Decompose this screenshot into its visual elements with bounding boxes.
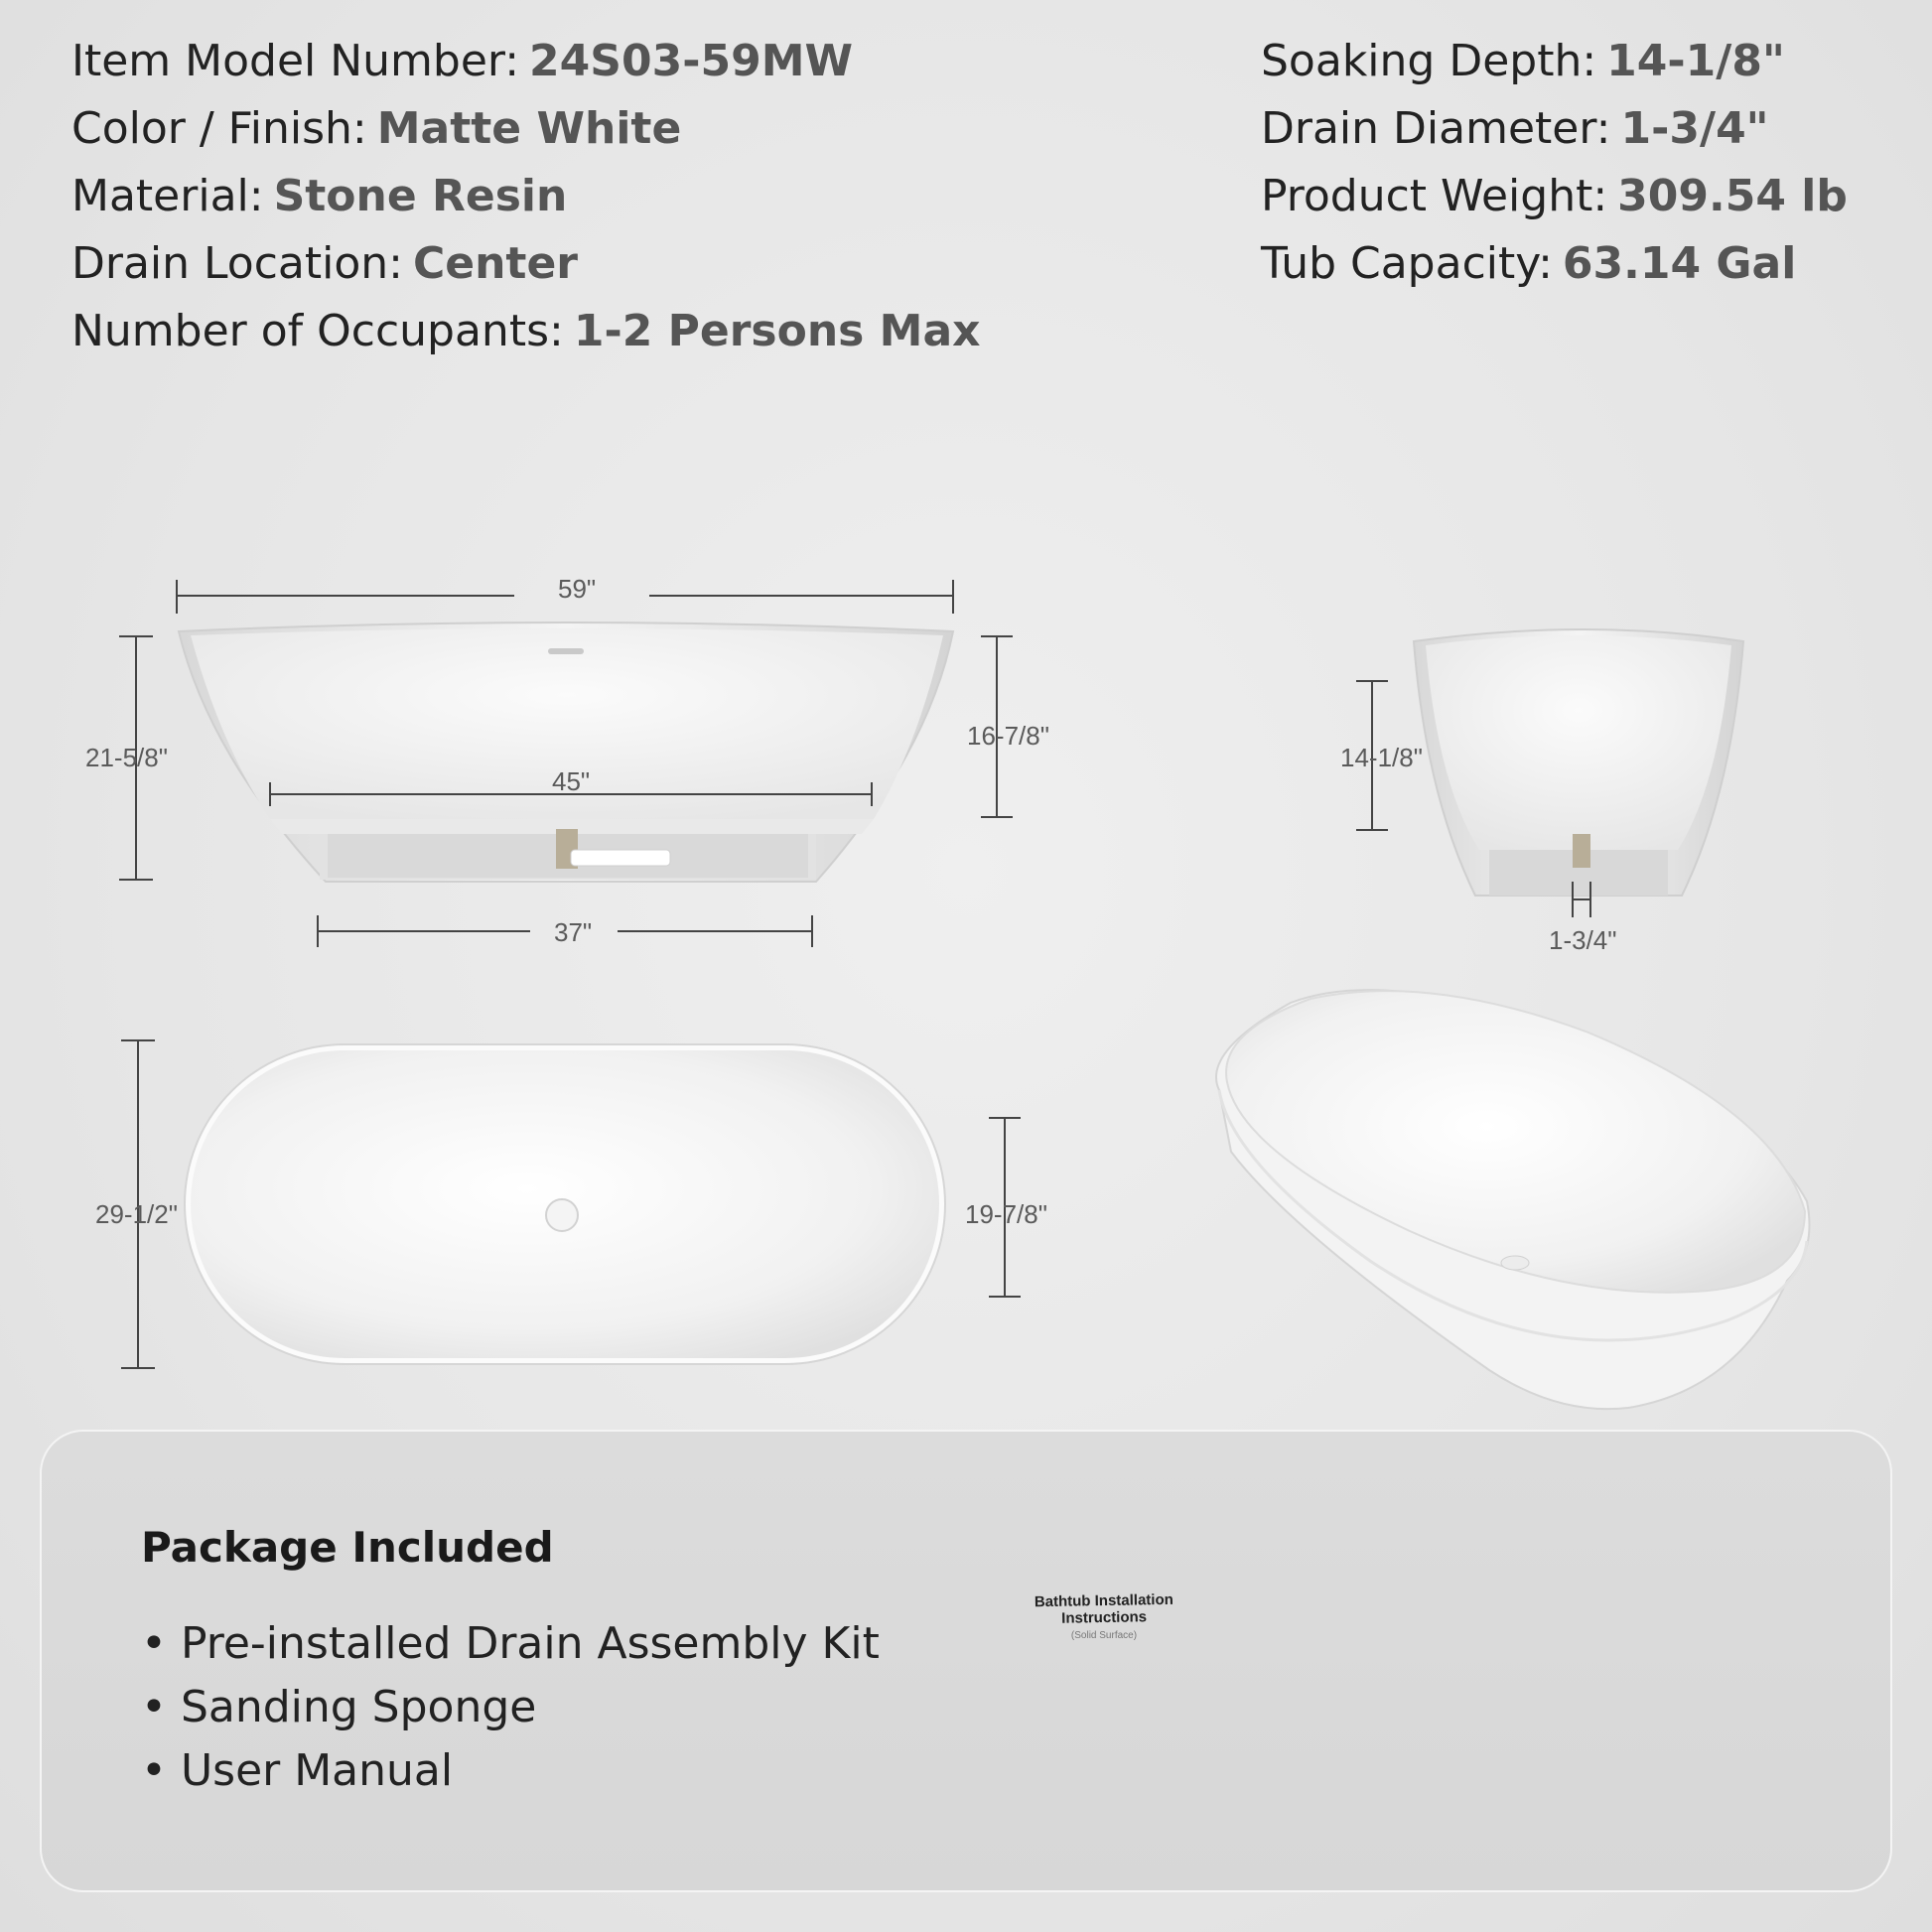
package-title: Package Included [141,1523,554,1572]
spec-label: Drain Location: [71,238,403,289]
overflow-icon [548,648,584,654]
side-view-tub [1414,629,1743,896]
drain-icon [1501,1256,1529,1270]
manual-subtitle: (Solid Surface) [1070,1630,1138,1641]
spec-label: Item Model Number: [71,36,520,86]
manual-title-line1: Bathtub Installation [1034,1590,1173,1611]
manual-title [1003,1590,1206,1628]
spec-value: Matte White [376,103,682,154]
dim-side-soaking-depth: 14-1/8" [1340,743,1423,772]
drain-fitting-icon [1573,834,1590,868]
dim-overall-width: 29-1/2" [95,1199,178,1229]
spec-label: Drain Diameter: [1261,103,1611,154]
dim-overall-height: 21-5/8" [85,743,168,772]
spec-value: Center [412,238,578,289]
drain-icon [546,1199,578,1231]
spec-label: Product Weight: [1261,171,1608,221]
spec-value: Stone Resin [273,171,568,221]
spec-value: 1-3/4" [1620,103,1769,154]
spec-label: Soaking Depth: [1261,36,1597,86]
spec-label: Color / Finish: [71,103,367,154]
manual-title-line2: Instructions [1061,1608,1148,1627]
spec-value: 14-1/8" [1606,36,1785,86]
spec-label: Tub Capacity: [1261,238,1553,289]
dim-inner-bottom-length: 45" [552,766,591,796]
top-view-tub [185,1044,945,1364]
spec-value: 24S03-59MW [529,36,854,86]
dim-overall-length: 59" [558,574,597,604]
spec-value: 1-2 Persons Max [573,306,981,356]
perspective-tub [1216,990,1810,1409]
spec-label: Material: [71,171,264,221]
front-view-tub [179,622,953,882]
package-item-drain-kit: • Pre-installed Drain Assembly Kit [141,1618,880,1669]
spec-label: Number of Occupants: [71,306,564,356]
dim-drain-diameter: 1-3/4" [1549,925,1617,955]
dim-inner-width: 19-7/8" [965,1199,1047,1229]
spec-value: 63.14 Gal [1562,238,1797,289]
package-item-user-manual: • User Manual [141,1745,454,1796]
spec-value: 309.54 lb [1617,171,1848,221]
dim-base-length: 37" [554,917,593,947]
dim-inner-depth: 16-7/8" [967,721,1049,751]
package-item-sanding-sponge: • Sanding Sponge [141,1682,537,1732]
